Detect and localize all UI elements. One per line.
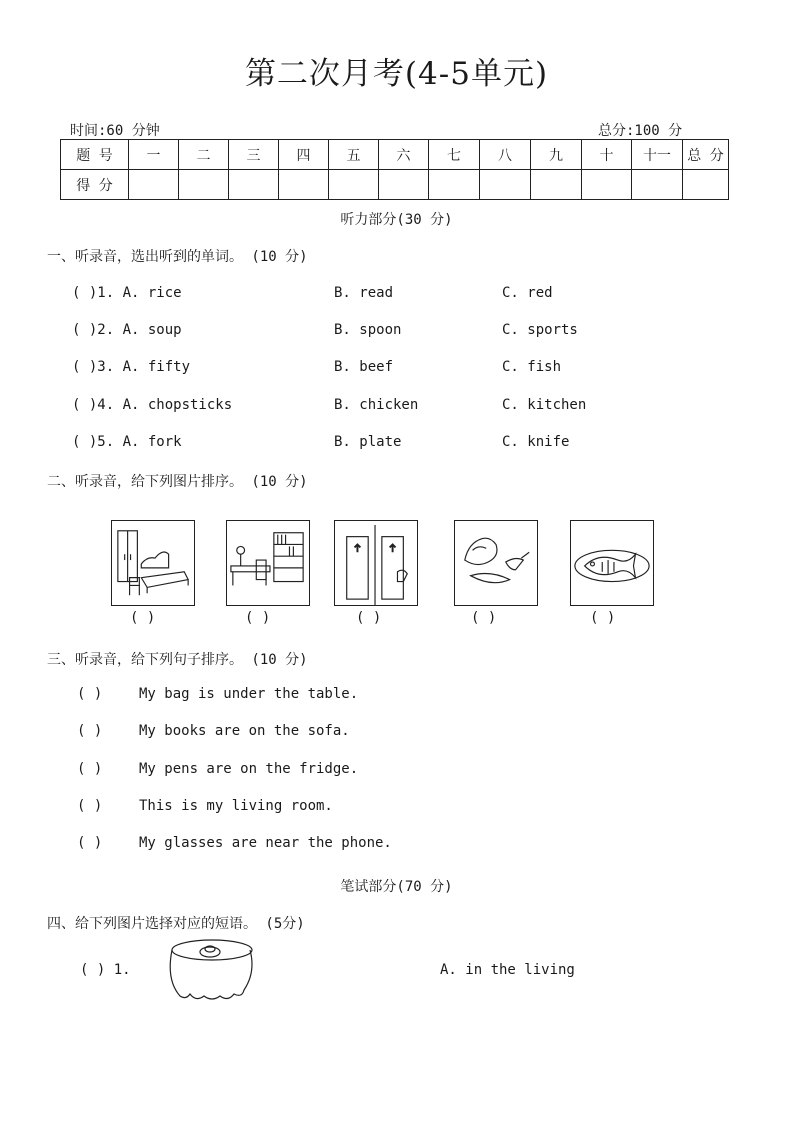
time-label: 时间:60 分钟 [70, 123, 160, 139]
score-table [60, 139, 729, 200]
score-cell: 二 [179, 140, 229, 170]
q3-sentence-5: My glasses are near the phone. [139, 835, 392, 851]
q3-answer-3[interactable]: ( ) [77, 761, 103, 777]
q4-answer-1[interactable]: ( ) 1. [80, 962, 131, 978]
q1-item-4-option-b: B. chicken [334, 397, 419, 413]
score-table-header-row [61, 140, 729, 170]
study-picture [226, 520, 310, 606]
score-entry-cell[interactable] [229, 170, 279, 200]
q1-item-2[interactable]: ( )2. A. soup [72, 322, 182, 338]
bathroom-picture [334, 520, 418, 606]
bedroom-picture [111, 520, 195, 606]
score-entry-cell[interactable] [582, 170, 632, 200]
score-cell: 一 [129, 140, 179, 170]
q1-item-5[interactable]: ( )5. A. fork [72, 434, 182, 450]
score-entry-cell[interactable] [329, 170, 379, 200]
q2-answer-3[interactable]: ( ) [356, 610, 382, 626]
q3-answer-2[interactable]: ( ) [77, 723, 103, 739]
q1-item-1-option-b: B. read [334, 285, 394, 301]
score-cell: 八 [480, 140, 531, 170]
table-picture [162, 936, 266, 1006]
score-table-score-row [61, 170, 729, 200]
score-cell: 十一 [632, 140, 683, 170]
score-cell: 九 [531, 140, 582, 170]
q1-item-1[interactable]: ( )1. A. rice [72, 285, 182, 301]
q1-heading: 一、听录音，选出听到的单词。 (10 分) [47, 249, 308, 265]
score-entry-cell[interactable] [683, 170, 729, 200]
q2-answer-1[interactable]: ( ) [130, 610, 156, 626]
total-score-label: 总分:100 分 [598, 123, 683, 139]
q3-answer-5[interactable]: ( ) [77, 835, 103, 851]
q1-item-2-option-c: C. sports [502, 322, 578, 338]
score-cell: 题 号 [61, 140, 129, 170]
score-entry-cell[interactable] [429, 170, 480, 200]
score-cell: 七 [429, 140, 480, 170]
q2-answer-4[interactable]: ( ) [471, 610, 497, 626]
score-entry-cell[interactable] [632, 170, 683, 200]
score-entry-cell[interactable] [480, 170, 531, 200]
q1-item-3[interactable]: ( )3. A. fifty [72, 359, 191, 375]
score-entry-cell[interactable] [531, 170, 582, 200]
score-cell: 六 [379, 140, 429, 170]
q2-answer-2[interactable]: ( ) [245, 610, 271, 626]
q3-answer-1[interactable]: ( ) [77, 686, 103, 702]
q3-sentence-3: My pens are on the fridge. [139, 761, 359, 777]
q1-item-3-option-b: B. beef [334, 359, 394, 375]
q1-item-5-option-b: B. plate [334, 434, 402, 450]
listening-section-header: 听力部分(30 分) [340, 212, 453, 228]
q3-sentence-1: My bag is under the table. [139, 686, 359, 702]
written-section-header: 笔试部分(70 分) [340, 879, 453, 895]
q1-item-1-option-c: C. red [502, 285, 553, 301]
q3-heading: 三、听录音，给下列句子排序。 (10 分) [47, 652, 308, 668]
q1-item-4-option-c: C. kitchen [502, 397, 587, 413]
score-cell: 四 [279, 140, 329, 170]
q2-heading: 二、听录音，给下列图片排序。 (10 分) [47, 474, 308, 490]
q4-heading: 四、给下列图片选择对应的短语。 (5分) [47, 916, 305, 932]
q3-answer-4[interactable]: ( ) [77, 798, 103, 814]
q1-item-5-option-c: C. knife [502, 434, 570, 450]
q3-sentence-4: This is my living room. [139, 798, 333, 814]
q1-item-3-option-c: C. fish [502, 359, 562, 375]
q4-option-a: A. in the living [440, 962, 575, 978]
q3-sentence-2: My books are on the sofa. [139, 723, 350, 739]
score-entry-cell[interactable] [129, 170, 179, 200]
score-cell: 总 分 [683, 140, 729, 170]
vegetables-picture [454, 520, 538, 606]
score-cell: 三 [229, 140, 279, 170]
score-entry-cell[interactable] [179, 170, 229, 200]
score-cell: 五 [329, 140, 379, 170]
score-entry-cell[interactable] [379, 170, 429, 200]
page-title: 第二次月考(4-5单元) [244, 56, 549, 92]
fish-plate-picture [570, 520, 654, 606]
q1-item-2-option-b: B. spoon [334, 322, 402, 338]
score-row-label: 得 分 [61, 170, 129, 200]
q2-answer-5[interactable]: ( ) [590, 610, 616, 626]
q1-item-4[interactable]: ( )4. A. chopsticks [72, 397, 233, 413]
score-cell: 十 [582, 140, 632, 170]
score-entry-cell[interactable] [279, 170, 329, 200]
